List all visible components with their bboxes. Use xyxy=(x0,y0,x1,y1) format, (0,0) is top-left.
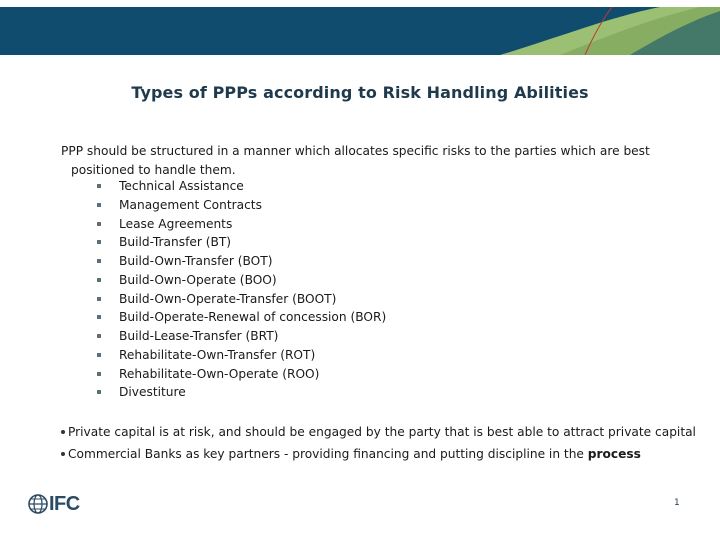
point2-text: Commercial Banks as key partners - providing financing and putting discipline in the xyxy=(68,447,588,461)
key-point-private-capital: Private capital is at risk, and should be engaged by the party that is best able to attract private capital xyxy=(61,421,711,443)
banner-graphic xyxy=(0,7,720,55)
square-bullet-icon xyxy=(97,240,101,244)
square-bullet-icon xyxy=(97,203,101,207)
square-bullet-icon xyxy=(97,278,101,282)
header-banner xyxy=(0,7,720,55)
page-number: 1 xyxy=(674,498,680,508)
globe-icon xyxy=(28,494,48,514)
square-bullet-icon xyxy=(97,222,101,226)
intro-line-1: PPP should be structured in a manner which allocates specific risks to the parties which are best xyxy=(61,144,650,158)
logo-text: IFC xyxy=(49,492,80,515)
square-bullet-icon xyxy=(97,372,101,376)
key-points xyxy=(61,421,711,465)
slide-title: Types of PPPs according to Risk Handling Abilities xyxy=(131,83,589,102)
key-point-commercial-banks xyxy=(61,443,711,465)
square-bullet-icon xyxy=(97,297,101,301)
intro-paragraph xyxy=(61,142,701,179)
bullet-dot-icon xyxy=(61,452,65,456)
bullet-dot-icon xyxy=(61,430,65,434)
square-bullet-icon xyxy=(97,315,101,319)
square-bullet-icon xyxy=(97,390,101,394)
point2-emphasis: process xyxy=(587,447,641,461)
intro-line-2: positioned to handle them. xyxy=(71,162,236,177)
ifc-logo xyxy=(28,491,80,517)
square-bullet-icon xyxy=(97,184,101,188)
square-bullet-icon xyxy=(97,259,101,263)
square-bullet-icon xyxy=(97,353,101,357)
square-bullet-icon xyxy=(97,334,101,338)
